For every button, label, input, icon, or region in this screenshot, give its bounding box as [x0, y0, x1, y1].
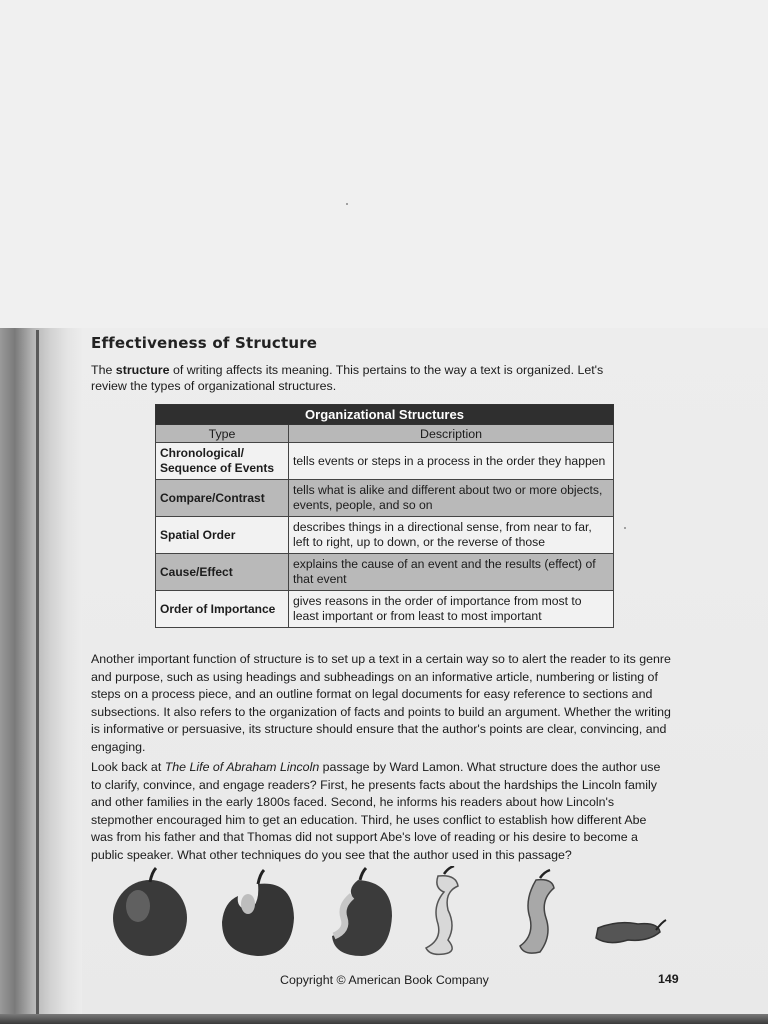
table-row — [156, 591, 614, 628]
spine-fold-line — [36, 330, 39, 1016]
description-cell: tells events or steps in a process in the order they happen — [289, 443, 614, 480]
book-title: The Life of Abraham Lincoln — [164, 760, 320, 774]
table-caption: Organizational Structures — [156, 405, 614, 425]
intro-paragraph — [91, 362, 621, 394]
description-cell: describes things in a directional sense, from near to far, left to right, up to down, or the reverse of those — [289, 517, 614, 554]
body-paragraph-structure-function: Another important function of structure is to set up a text in a certain way so to alert the reader to its genre and purpose, such as using headings and subheadings on an informative article, numbering or listing of steps on a process piece, and an outline format on legal documents for easy reference to sections and subsections. It also refers to the organization of facts and points to build an argument. Whether the writing is informative or persuasive, its structure should ensure that the author's points are clear, convincing, and engaging. — [91, 652, 671, 754]
column-header-description: Description — [289, 425, 614, 443]
description-cell: explains the cause of an event and the results (effect) of that event — [289, 554, 614, 591]
scan-speck — [624, 527, 626, 529]
section — [91, 334, 621, 394]
apple-core-icon — [426, 866, 458, 954]
table-row — [156, 554, 614, 591]
type-cell: Order of Importance — [156, 591, 289, 628]
intro-text: of writing affects its meaning. This pertains to the way a text is organized. Let's review the types of organizational structures. — [91, 363, 604, 393]
page-bottom-edge — [0, 1014, 768, 1024]
page-number: 149 — [658, 972, 679, 986]
type-cell: Cause/Effect — [156, 554, 289, 591]
shriveled-core-icon — [520, 870, 554, 953]
intro-keyword: structure — [115, 363, 170, 377]
table-row — [156, 443, 614, 480]
table-row — [156, 480, 614, 517]
apple-remains-icon — [596, 920, 666, 943]
blank-page-area — [0, 0, 768, 328]
book-spine — [0, 328, 82, 1018]
paragraph-text: passage by Ward Lamon. What structure does the author use to clarify, convince, and engage readers? First, he presents facts about the hardships the Lincoln family and other families in the early 1800s faced. Second, he informs his readers about how Lincoln's stepmother encouraged him to get an education. Third, he uses conflict to establish how different Abe was from his father and that Thomas did not support Abe's love of reading or his desire to become a public speaker. What other techniques do you see that the author used in this passage? — [91, 760, 661, 862]
type-cell: Compare/Contrast — [156, 480, 289, 517]
intro-text: The — [91, 363, 116, 377]
scan-speck — [346, 203, 348, 205]
section-heading: Effectiveness of Structure — [91, 334, 318, 352]
half-eaten-apple-icon — [332, 868, 392, 956]
copyright-footer: Copyright © American Book Company — [280, 973, 489, 987]
type-cell: Spatial Order — [156, 517, 289, 554]
description-cell: tells what is alike and different about two or more objects, events, people, and so on — [289, 480, 614, 517]
structures-table — [155, 404, 614, 628]
apple-icon — [113, 868, 187, 956]
table-row — [156, 517, 614, 554]
bitten-apple-icon — [222, 870, 294, 956]
body-paragraph-lincoln — [91, 759, 671, 865]
type-cell: Chronological/ Sequence of Events — [156, 443, 289, 480]
column-header-type: Type — [156, 425, 289, 443]
description-cell: gives reasons in the order of importance from most to least important or from least to most important — [289, 591, 614, 628]
apple-eaten-sequence-icon — [108, 866, 668, 961]
paragraph-text: Look back at — [91, 760, 165, 774]
